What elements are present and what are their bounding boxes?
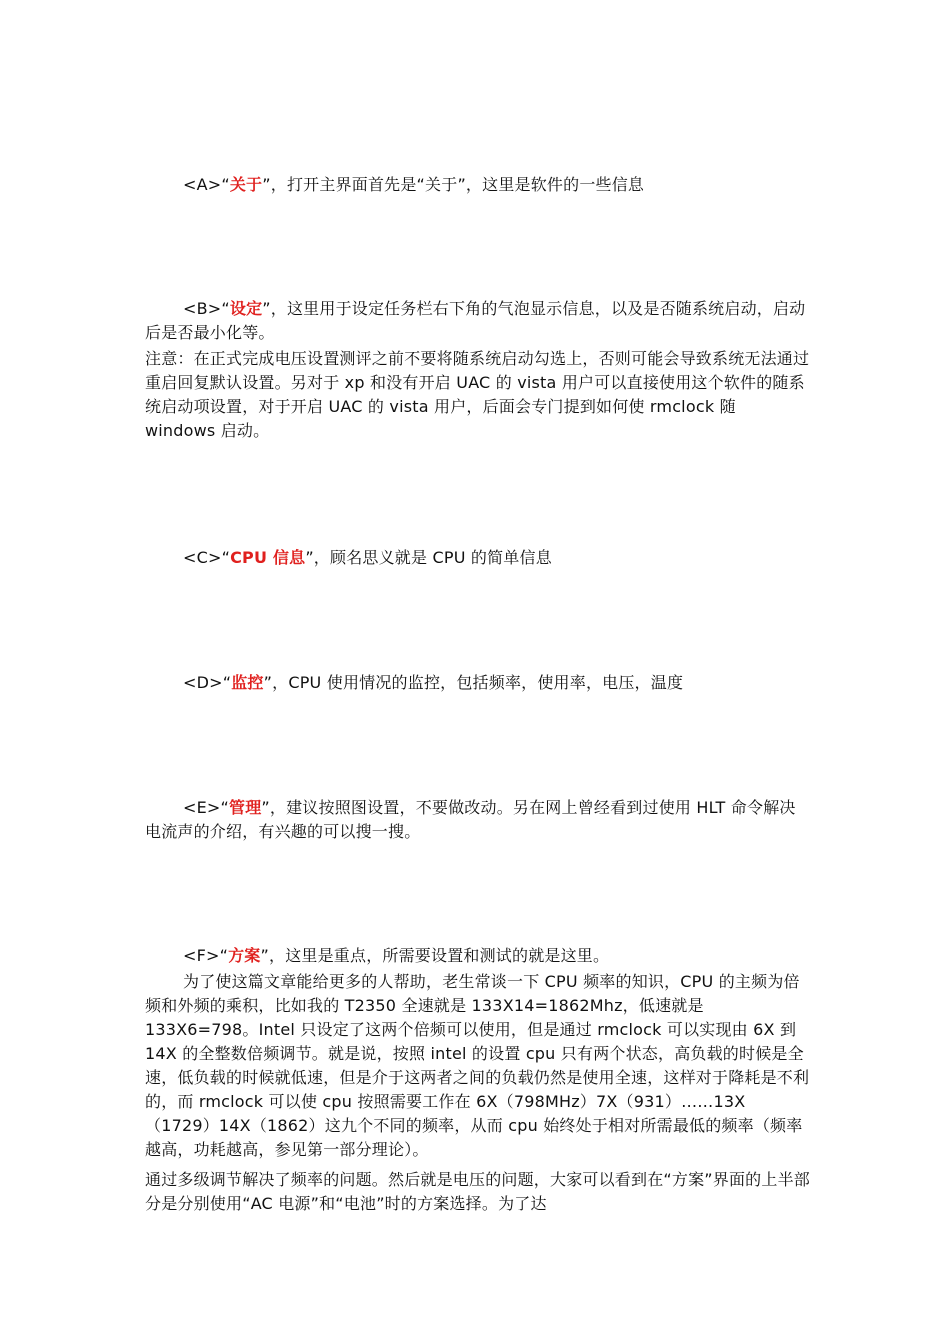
section-a-title: 关于 (229, 175, 263, 194)
section-e-title: 管理 (229, 798, 262, 817)
section-f-prefix: <F>“ (183, 946, 229, 965)
section-f-paragraph-2: 通过多级调节解决了频率的问题。然后就是电压的问题，大家可以看到在“方案”界面的上半部分是分别使用“AC 电源”和“电池”时的方案选择。为了达 (145, 1170, 810, 1213)
section-d (145, 671, 810, 695)
section-a (145, 173, 810, 197)
section-b-prefix: <B>“ (183, 299, 230, 318)
section-c-text: ”，顾名思义就是 CPU 的简单信息 (305, 548, 552, 567)
section-b (145, 297, 810, 345)
section-f-title: 方案 (228, 946, 261, 965)
section-f-text: ”，这里是重点，所需要设置和测试的就是这里。 (260, 946, 610, 965)
section-f (145, 944, 810, 968)
section-c-prefix: <C>“ (183, 548, 231, 567)
section-d-prefix: <D>“ (183, 673, 232, 692)
section-c (145, 546, 810, 570)
section-b-text: ”，这里用于设定任务栏右下角的气泡显示信息，以及是否随系统启动，启动后是否最小化等。 (145, 299, 806, 342)
section-e (145, 796, 810, 844)
section-e-text: ”，建议按照图设置，不要做改动。另在网上曾经看到过使用 HLT 命令解决电流声的介绍，有兴趣的可以搜一搜。 (145, 798, 796, 841)
section-c-title: CPU 信息 (230, 548, 306, 567)
section-f-paragraph-1: 为了使这篇文章能给更多的人帮助，老生常谈一下 CPU 频率的知识，CPU 的主频为倍频和外频的乘积，比如我的 T2350 全速就是 133X14=1862Mhz，低速就是 133X6=798。Intel 只设定了这两个倍频可以使用，但是通过 rmclock 可以实现由 6X 到 14X 的全整数倍频调节。就是说，按照 intel 的设置 cpu 只有两个状态，高负载的时候是全速，低负载的时候就低速，但是介于这两者之间的负载仍然是使用全速，这样对于降耗是不利的，而 rmclock 可以使 cpu 按照需要工作在 6X（798MHz）7X（931）……13X（1729）14X（1862）这九个不同的频率，从而 cpu 始终处于相对所需最低的频率（频率越高，功耗越高，参见第一部分理论）。 (145, 972, 810, 1159)
section-a-text: ”，打开主界面首先是“关于”，这里是软件的一些信息 (262, 175, 645, 194)
section-b-title: 设定 (229, 299, 263, 318)
section-e-prefix: <E>“ (183, 798, 230, 817)
section-b-note: 注意：在正式完成电压设置测评之前不要将随系统启动勾选上，否则可能会导致系统无法通过重启回复默认设置。另对于 xp 和没有开启 UAC 的 vista 用户可以直接使用这个软件的随系统启动项设置，对于开启 UAC 的 vista 用户，后面会专门提到如何使 rmclock 随 windows 启动。 (145, 349, 810, 440)
section-a-prefix: <A>“ (183, 175, 230, 194)
section-d-title: 监控 (231, 673, 264, 692)
section-d-text: ”，CPU 使用情况的监控，包括频率，使用率，电压，温度 (263, 673, 684, 692)
